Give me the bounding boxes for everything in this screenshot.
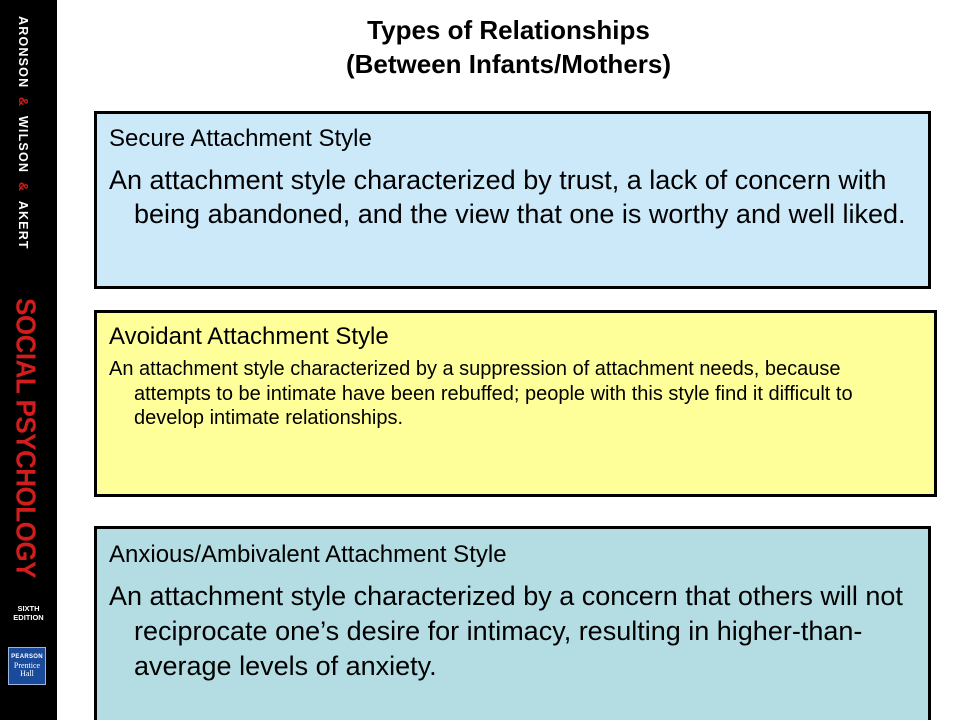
card-heading: Anxious/Ambivalent Attachment Style	[109, 541, 507, 568]
imprint-line: Hall	[20, 669, 34, 678]
pearson-prentice-hall-logo	[8, 647, 46, 685]
author-akert: AKERT	[16, 200, 30, 250]
card-definition: An attachment style characterized by trust, a lack of concern with being abandoned, and the view that one is worthy and well liked.	[109, 165, 906, 229]
card-definition: An attachment style characterized by a concern that others will not reciprocate one’s desire for intimacy, resulting in higher-than-average levels of anxiety.	[109, 581, 903, 681]
author-ampersand: &	[16, 181, 30, 193]
publisher-imprint	[14, 662, 40, 678]
spine-authors	[16, 16, 30, 250]
card-heading: Secure Attachment Style	[109, 125, 372, 152]
book-spine-sidebar	[0, 0, 57, 720]
spine-edition	[0, 604, 57, 622]
author-ampersand: &	[16, 96, 30, 108]
edition-line: EDITION	[13, 613, 44, 622]
secure-attachment-card	[94, 111, 931, 289]
card-heading: Avoidant Attachment Style	[109, 323, 389, 350]
card-definition: An attachment style characterized by a suppression of attachment needs, because attempts to be intimate have been rebuffed; people with this style find it difficult to develop intimate relationships.	[109, 358, 853, 429]
edition-line: SIXTH	[17, 604, 40, 613]
author-wilson: WILSON	[16, 115, 30, 174]
publisher-name: PEARSON	[11, 654, 43, 660]
title-line-2: (Between Infants/Mothers)	[345, 49, 672, 79]
title-line-1: Types of Relationships	[367, 15, 650, 45]
avoidant-attachment-card	[94, 310, 937, 497]
spine-book-title: SOCIAL PSYCHOLOGY	[10, 298, 42, 578]
page-title	[57, 13, 960, 81]
author-aronson: ARONSON	[16, 16, 30, 89]
anxious-ambivalent-attachment-card	[94, 526, 931, 720]
imprint-line: Prentice	[13, 661, 41, 670]
